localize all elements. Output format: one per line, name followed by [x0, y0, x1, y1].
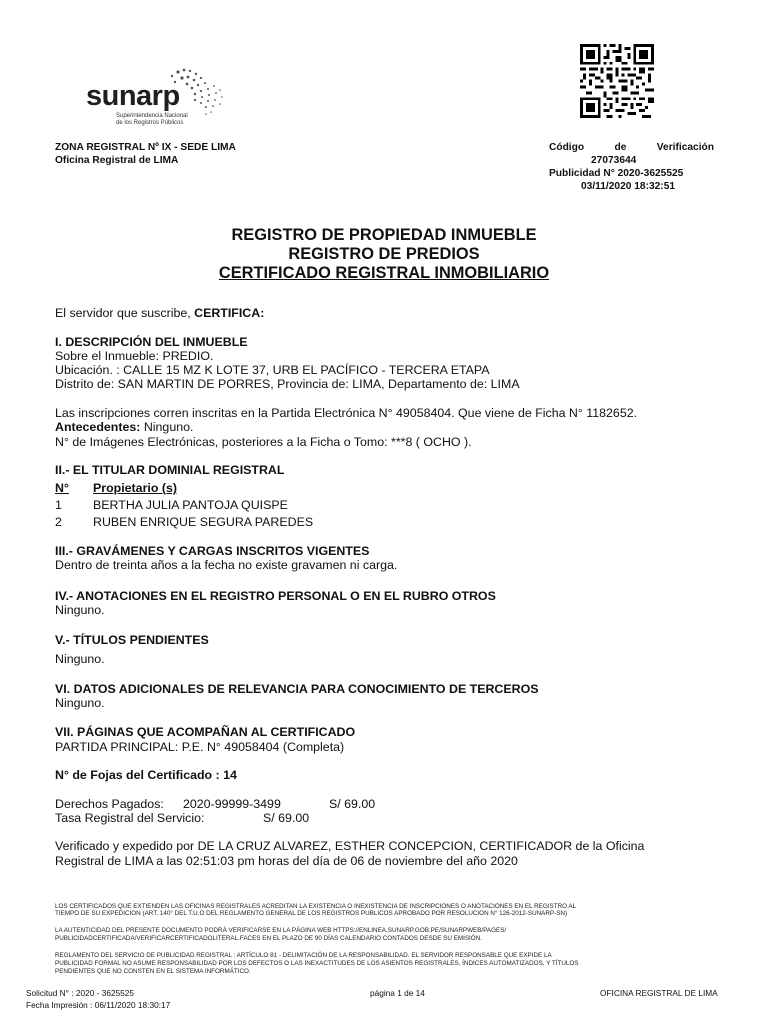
section-1-line-4: Las inscripciones corren inscritas en la Partida Electrónica N° 49058404. Que viene de Ficha N° 1182652.	[55, 406, 638, 420]
verificado-line-2: Registral de LIMA a las 02:51:03 pm horas del día de 06 de noviembre del año 2020	[55, 854, 518, 868]
tasa-amount: S/ 69.00	[263, 811, 310, 825]
section-3-title: III.- GRAVÁMENES Y CARGAS INSCRITOS VIGENTES	[55, 544, 370, 558]
codigo-label-word-2: de	[614, 142, 627, 153]
section-3-text: Dentro de treinta años a la fecha no existe gravamen ni carga.	[55, 558, 398, 572]
derechos-number: 2020-99999-3499	[183, 797, 281, 811]
footer-page-number: página 1 de 14	[370, 988, 425, 998]
legal-para-3-line-1: REGLAMENTO DEL SERVICIO DE PUBLICIDAD REGISTRAL : ARTÍCULO 81 - DELIMITACIÓN DE LA RESPONSABILIDAD. EL SERVIDOR RESPONSABLE QUE EXPIDE LA	[55, 952, 552, 959]
legal-para-1-line-2: TIEMPO DE SU EXPEDICION (ART. 140° DEL T.U.O DEL REGLAMENTO GENERAL DE LOS REGISTROS PUBLICOS APROBADO POR RESOLUCION N° 126-2012-SUNARP-SN)	[55, 910, 568, 917]
section-2-title: II.- EL TITULAR DOMINIAL REGISTRAL	[55, 463, 285, 477]
sunarp-logo	[86, 66, 236, 136]
verificado-line-1: Verificado y expedido por DE LA CRUZ ALVAREZ, ESTHER CONCEPCION, CERTIFICADOR de la Oficina	[55, 839, 645, 853]
section-1-title: I. DESCRIPCIÓN DEL INMUEBLE	[55, 335, 248, 349]
publicidad-date: 03/11/2020 18:32:51	[581, 181, 676, 192]
qr-code	[580, 44, 654, 118]
codigo-label-word-3: Verificación	[656, 142, 714, 153]
logo-wordmark: sunarp	[86, 80, 180, 112]
section-4-text: Ninguno.	[55, 603, 105, 617]
logo-subtitle-1: Superintendencia Nacional	[116, 113, 188, 119]
section-7-title: VII. PÁGINAS QUE ACOMPAÑAN AL CERTIFICADO	[55, 725, 356, 739]
section-6-title: VI. DATOS ADICIONALES DE RELEVANCIA PARA CONOCIMIENTO DE TERCEROS	[55, 682, 539, 696]
zona-registral: ZONA REGISTRAL Nº IX - SEDE LIMA	[55, 142, 236, 153]
intro-line	[55, 306, 264, 321]
section-4-title: IV.- ANOTACIONES EN EL REGISTRO PERSONAL O EN EL RUBRO OTROS	[55, 589, 496, 603]
title-line-2: REGISTRO DE PREDIOS	[288, 245, 480, 263]
owner-row-2-name: RUBEN ENRIQUE SEGURA PAREDES	[93, 515, 314, 529]
footer-oficina: OFICINA REGISTRAL DE LIMA	[600, 988, 718, 998]
legal-para-1-line-1: LOS CERTIFICADOS QUE EXTIENDEN LAS OFICINAS REGISTRALES ACREDITAN LA EXISTENCIA O INEXISTENCIA DE INSCRIPCIONES O ANOTACIONES EN EL REGISTRO AL	[55, 903, 577, 910]
codigo-verificacion-label	[549, 142, 714, 155]
intro-text: El servidor que suscribe,	[55, 306, 191, 320]
owner-row-1-num: 1	[55, 498, 62, 512]
legal-para-3-line-2: PUBLICIDAD FORMAL NO ASUME RESPONSABILIDAD POR LOS DEFECTOS O LAS INEXACTITUDES DE LOS ASIENTOS REGISTRALES, ÍNDICES AUTOMATIZADOS, Y TÍTULOS	[55, 960, 579, 967]
codigo-label-word-1: Código	[549, 142, 585, 153]
owners-col-owner: Propietario (s)	[93, 481, 177, 495]
section-1-line-1: Sobre el Inmueble: PREDIO.	[55, 349, 214, 363]
legal-para-2-line-1: LA AUTENTICIDAD DEL PRESENTE DOCUMENTO PODRÁ VERIFICARSE EN LA PÁGINA WEB HTTPS://ENLINEA.SUNARP.GOB.PE/SUNARPWEB/PAGES/	[55, 927, 507, 934]
logo-subtitle-2: de los Registros Públicos	[116, 120, 184, 126]
antecedentes-label: Antecedentes:	[55, 420, 141, 434]
codigo-verificacion-value: 27073644	[591, 155, 637, 166]
section-1-line-6: N° de Imágenes Electrónicas, posteriores a la Ficha o Tomo: ***8 ( OCHO ).	[55, 435, 472, 449]
owners-col-num: N°	[55, 481, 69, 495]
intro-certifica: CERTIFICA:	[194, 306, 265, 320]
antecedentes-value: Ninguno.	[140, 420, 194, 434]
section-5-title: V.- TÍTULOS PENDIENTES	[55, 633, 209, 647]
section-1-line-3: Distrito de: SAN MARTIN DE PORRES, Provincia de: LIMA, Departamento de: LIMA	[55, 377, 520, 391]
title-line-1: REGISTRO DE PROPIEDAD INMUEBLE	[231, 226, 537, 244]
footer-solicitud: Solicitud N° : 2020 - 3625525	[26, 988, 135, 998]
tasa-label: Tasa Registral del Servicio:	[55, 811, 205, 825]
section-5-text: Ninguno.	[55, 652, 105, 666]
publicidad-number: Publicidad N° 2020-3625525	[549, 168, 684, 179]
fojas-count: N° de Fojas del Certificado : 14	[55, 768, 237, 782]
oficina-registral: Oficina Registral de LIMA	[55, 155, 179, 166]
title-line-3: CERTIFICADO REGISTRAL INMOBILIARIO	[218, 264, 550, 282]
antecedentes-line	[55, 420, 193, 435]
derechos-amount: S/ 69.00	[329, 797, 376, 811]
owner-row-2-num: 2	[55, 515, 62, 529]
section-7-text: PARTIDA PRINCIPAL: P.E. N° 49058404 (Completa)	[55, 740, 345, 754]
derechos-label: Derechos Pagados:	[55, 797, 164, 811]
legal-para-2-line-2: PUBLICIDADCERTIFICADA/VERIFICARCERTIFICADOLITERAL.FACES EN EL PLAZO DE 90 DÍAS CALENDARIO CONTADOS DESDE SU EMISIÓN.	[55, 935, 482, 942]
section-6-text: Ninguno.	[55, 696, 105, 710]
section-1-line-2: Ubicación. : CALLE 15 MZ K LOTE 37, URB EL PACÍFICO - TERCERA ETAPA	[55, 363, 490, 377]
footer-fecha-impresion: Fecha Impresión : 06/11/2020 18:30:17	[26, 1000, 171, 1010]
legal-para-3-line-3: PENDIENTES QUE NO CONSTEN EN EL SISTEMA INFORMÁTICO.	[55, 968, 251, 975]
owner-row-1-name: BERTHA JULIA PANTOJA QUISPE	[93, 498, 288, 512]
